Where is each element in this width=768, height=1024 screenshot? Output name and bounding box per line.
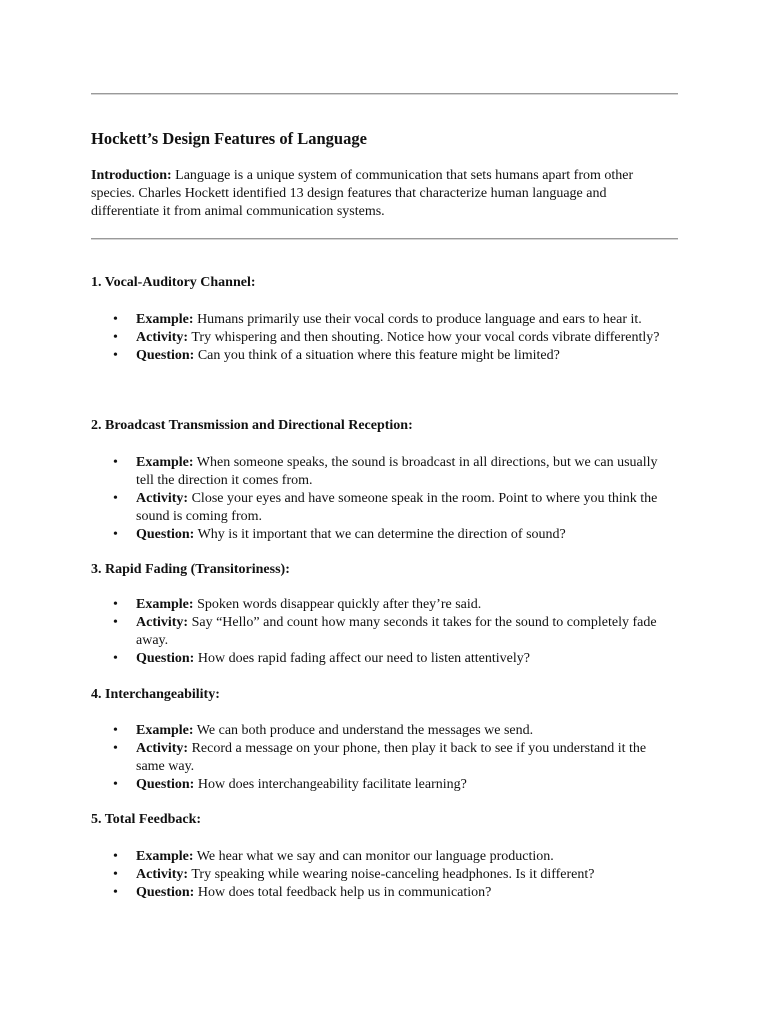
bullet-icon: • (113, 527, 118, 542)
item-label: Activity: (136, 491, 189, 506)
list-item (91, 650, 678, 668)
list-item (91, 347, 678, 365)
item-text: How does rapid fading affect our need to listen attentively? (194, 651, 530, 666)
section-broadcast-transmission (91, 417, 678, 542)
section-heading: 4. Interchangeability: (91, 687, 220, 702)
document-title: Hockett’s Design Features of Language (91, 129, 367, 148)
section-vocal-auditory-channel (91, 274, 678, 363)
bullet-icon: • (113, 651, 118, 666)
list-item (91, 722, 678, 740)
section-item-list (91, 454, 678, 544)
item-label: Example: (136, 849, 194, 864)
item-label: Question: (136, 651, 195, 666)
item-label: Activity: (136, 741, 189, 756)
bullet-icon: • (113, 330, 118, 345)
item-text: Try whispering and then shouting. Notice how your vocal cords vibrate differently? (188, 330, 660, 345)
list-item (91, 526, 678, 544)
item-label: Example: (136, 597, 194, 612)
introduction-text: Language is a unique system of communication that sets humans apart from other species. Charles Hockett identified 13 design features that characterize human language and differentiate it from animal communication systems. (91, 168, 634, 219)
item-text: When someone speaks, the sound is broadcast in all directions, but we can usually tell the direction it comes from. (136, 455, 658, 488)
list-item (91, 866, 678, 884)
item-label: Activity: (136, 330, 189, 345)
item-text: Can you think of a situation where this feature might be limited? (194, 348, 560, 363)
section-heading: 1. Vocal-Auditory Channel: (91, 275, 256, 290)
item-text: We hear what we say and can monitor our language production. (193, 849, 554, 864)
item-text: Record a message on your phone, then play it back to see if you understand it the same way. (136, 741, 647, 774)
list-item (91, 614, 678, 650)
section-heading: 5. Total Feedback: (91, 812, 202, 827)
list-item (91, 848, 678, 866)
introduction-label: Introduction: (91, 168, 172, 183)
list-item (91, 454, 678, 490)
item-label: Question: (136, 885, 195, 900)
list-item (91, 740, 678, 776)
section-interchangeability (91, 686, 678, 792)
item-label: Question: (136, 777, 195, 792)
section-item-list (91, 722, 678, 794)
item-label: Activity: (136, 867, 189, 882)
bullet-icon: • (113, 312, 118, 327)
bullet-icon: • (113, 867, 118, 882)
bullet-icon: • (113, 615, 118, 630)
item-text: Say “Hello” and count how many seconds it takes for the sound to completely fade away. (136, 615, 657, 648)
bullet-icon: • (113, 741, 118, 756)
item-label: Example: (136, 723, 194, 738)
section-item-list (91, 848, 678, 902)
section-heading: 3. Rapid Fading (Transitoriness): (91, 562, 290, 577)
list-item (91, 776, 678, 794)
list-item (91, 311, 678, 329)
top-divider (91, 93, 678, 95)
item-text: Try speaking while wearing noise-canceling headphones. Is it different? (188, 867, 595, 882)
section-item-list (91, 596, 678, 668)
bullet-icon: • (113, 849, 118, 864)
list-item (91, 596, 678, 614)
item-text: Humans primarily use their vocal cords to produce language and ears to hear it. (193, 312, 642, 327)
section-rapid-fading (91, 561, 678, 666)
bullet-icon: • (113, 491, 118, 506)
bullet-icon: • (113, 885, 118, 900)
item-label: Question: (136, 527, 195, 542)
bullet-icon: • (113, 723, 118, 738)
item-label: Example: (136, 455, 194, 470)
item-text: How does interchangeability facilitate learning? (194, 777, 467, 792)
section-heading: 2. Broadcast Transmission and Directional Reception: (91, 418, 413, 433)
list-item (91, 329, 678, 347)
item-label: Activity: (136, 615, 189, 630)
bullet-icon: • (113, 455, 118, 470)
item-label: Example: (136, 312, 194, 327)
item-label: Question: (136, 348, 195, 363)
item-text: Close your eyes and have someone speak in the room. Point to where you think the sound is coming from. (136, 491, 658, 524)
list-item (91, 884, 678, 902)
bullet-icon: • (113, 348, 118, 363)
intro-divider (91, 238, 678, 240)
bullet-icon: • (113, 777, 118, 792)
item-text: Spoken words disappear quickly after they’re said. (193, 597, 482, 612)
item-text: We can both produce and understand the messages we send. (193, 723, 534, 738)
list-item (91, 490, 678, 526)
item-text: How does total feedback help us in communication? (194, 885, 492, 900)
item-text: Why is it important that we can determine the direction of sound? (194, 527, 566, 542)
introduction-paragraph (91, 167, 678, 221)
bullet-icon: • (113, 597, 118, 612)
section-total-feedback (91, 811, 678, 900)
section-item-list (91, 311, 678, 365)
